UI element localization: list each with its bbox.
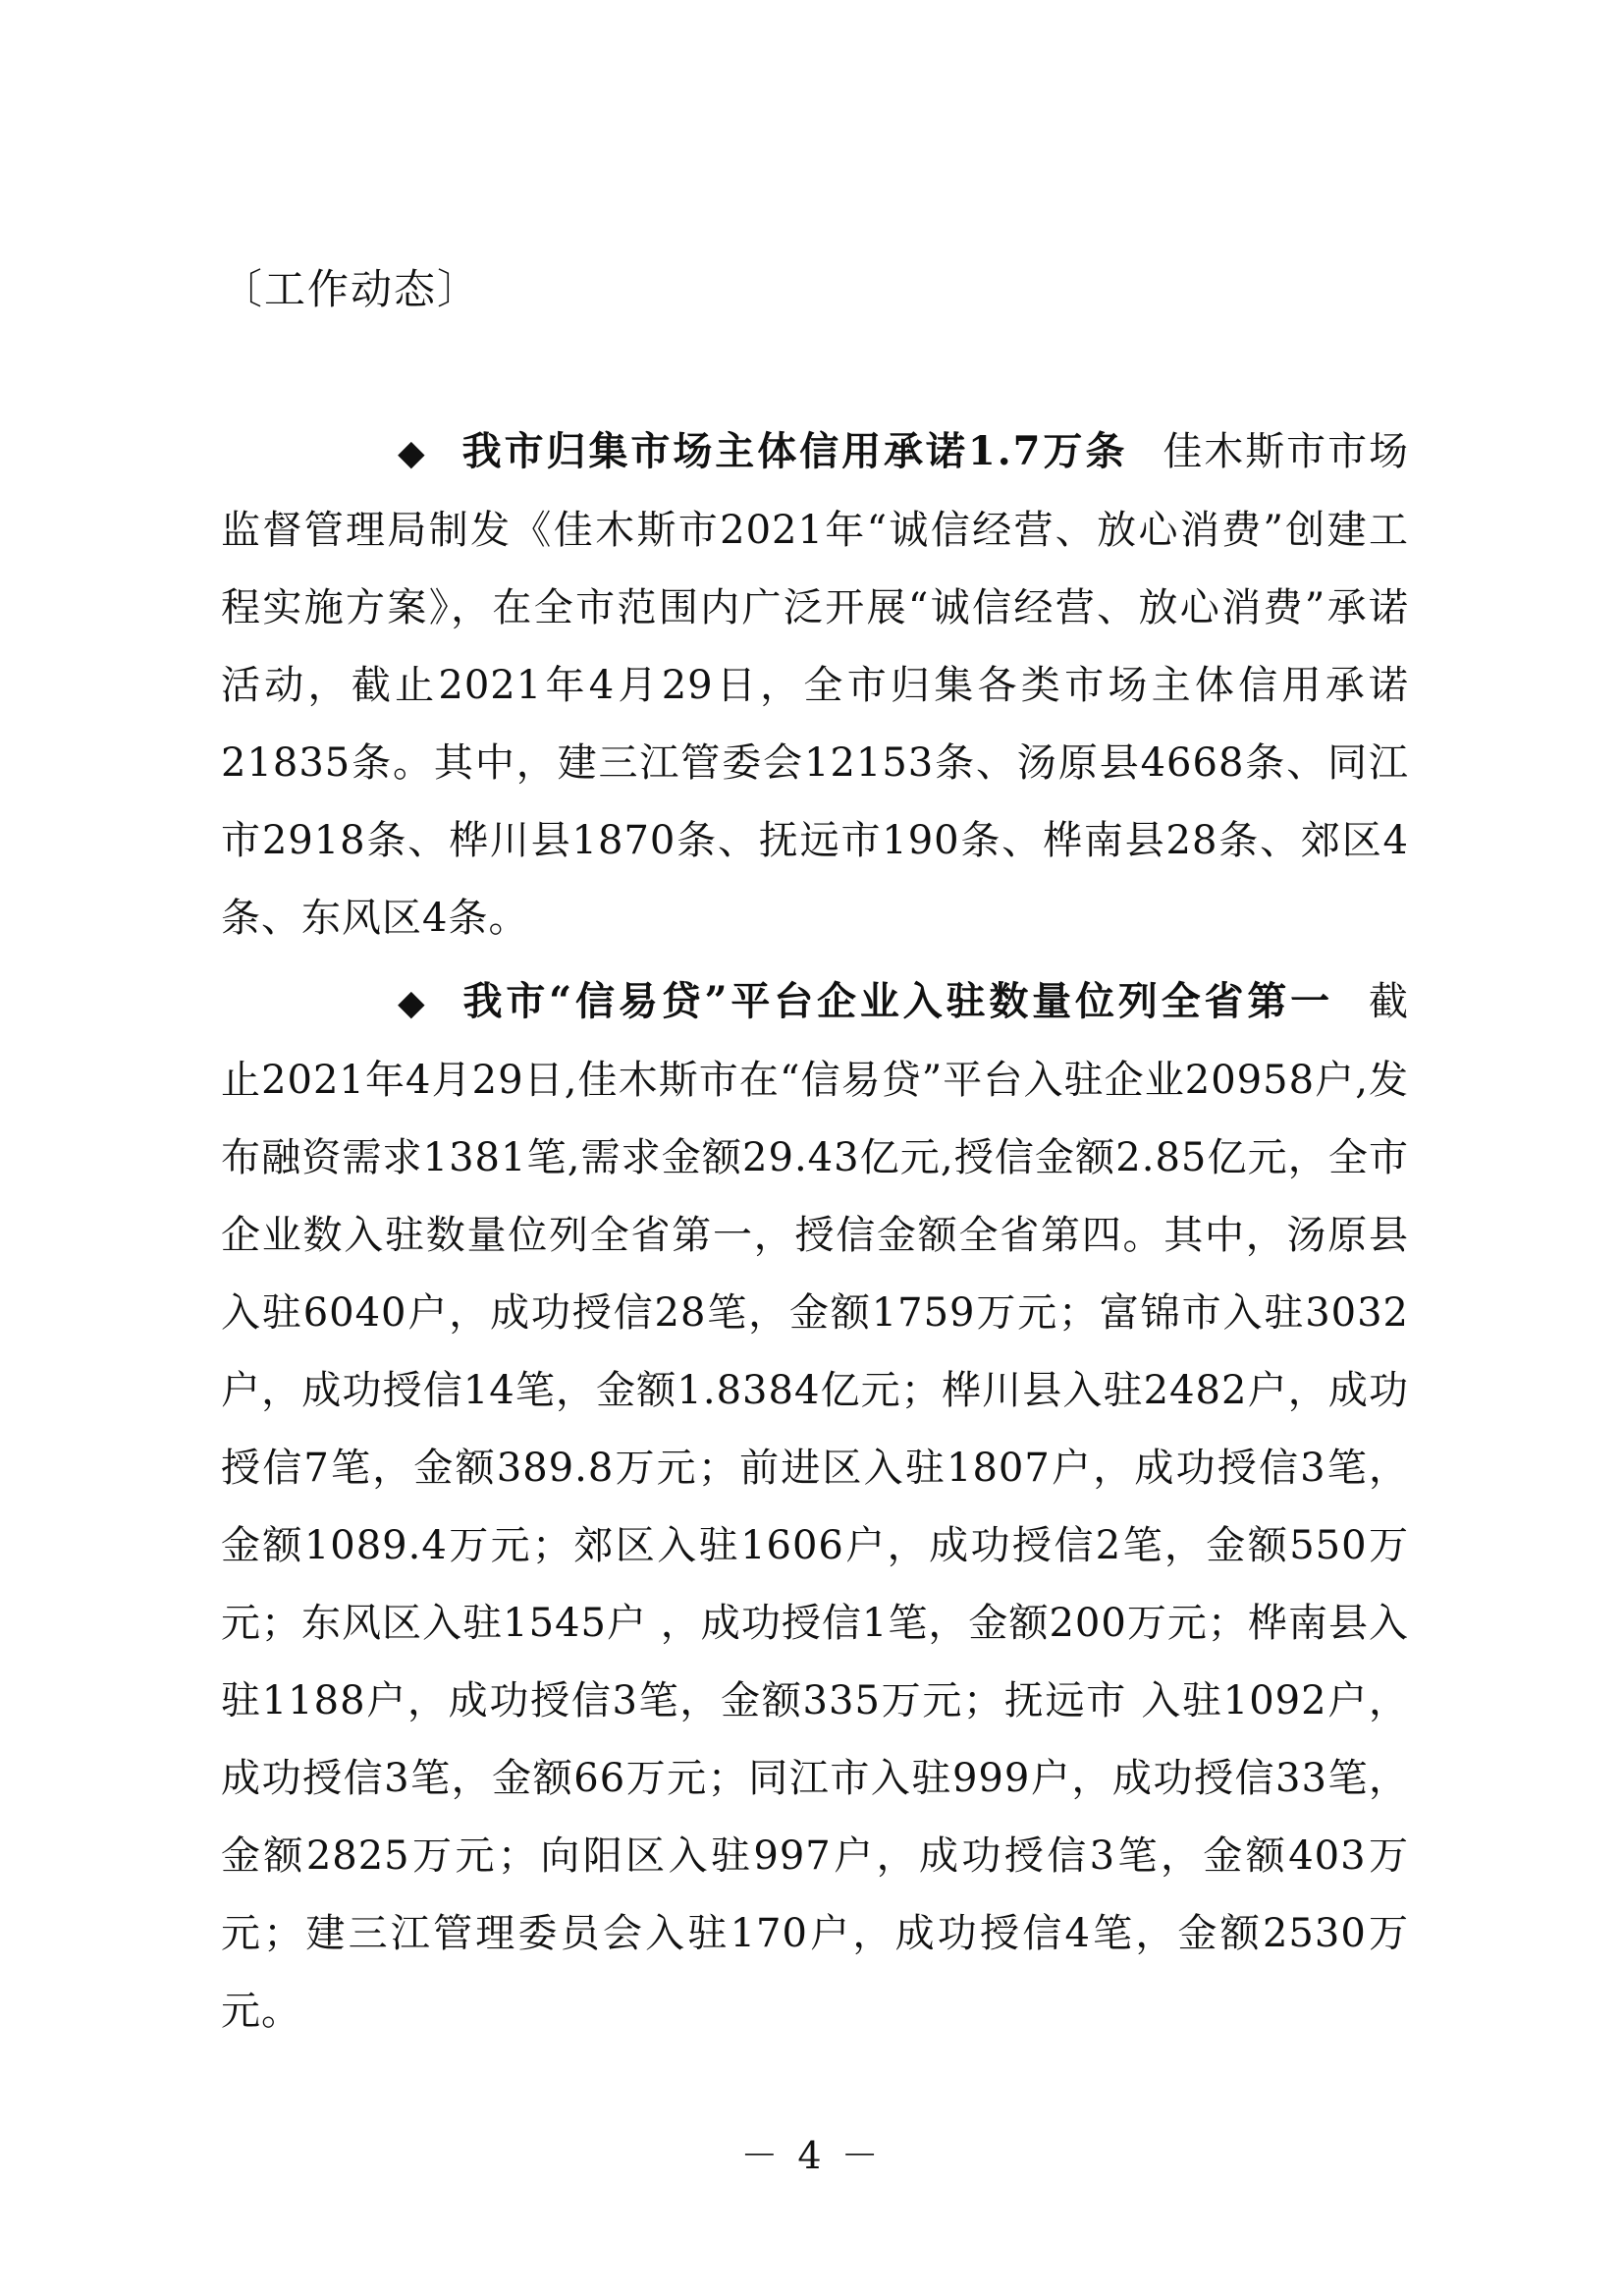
diamond-bullet-icon: ◆	[398, 983, 426, 1023]
diamond-bullet-icon: ◆	[398, 433, 426, 473]
article-body: 截止2021年4月29日,佳木斯市在“信易贷”平台入驻企业20958户,发布融资需求1381笔,需求金额29.43亿元,授信金额2.85亿元，全市企业数入驻数量位列全省第一，授信金额全省第四。其中，汤原县入驻6040户，成功授信28笔，金额1759万元；富锦市入驻3032户，成功授信14笔，金额1.8384亿元；桦川县入驻2482户，成功授信7笔，金额389.8万元；前进区入驻1807户，成功授信3笔，金额1089.4万元；郊区入驻1606户，成功授信2笔，金额550万元；东风区入驻1545户 ，成功授信1笔，金额200万元；桦南县入驻1188户，成功授信3笔，金额335万元；抚远市 入驻1092户，成功授信3笔，金额66万元；同江市入驻999户，成功授信33笔，金额2825万元；向阳区入驻997户，成功授信3笔，金额403万元；建三江管理委员会入驻170户，成功授信4笔，金额2530万元。	[221, 979, 1409, 2034]
article-item	[221, 962, 1409, 2050]
page-number: － 4 －	[740, 2134, 883, 2177]
article-item	[221, 412, 1409, 957]
article-headline: 我市归集市场主体信用承诺1.7万条	[460, 428, 1128, 474]
article-headline: 我市“信易贷”平台企业入驻数量位列全省第一	[460, 978, 1333, 1024]
article-body: 佳木斯市市场监督管理局制发《佳木斯市2021年“诚信经营、放心消费”创建工程实施方案》，在全市范围内广泛开展“诚信经营、放心消费”承诺活动，截止2021年4月29日，全市归集各类市场主体信用承诺21835条。其中，建三江管委会12153条、汤原县4668条、同江市2918条、桦川县1870条、抚远市190条、桦南县28条、郊区4条、东风区4条。	[221, 429, 1410, 941]
section-label: 〔工作动态〕	[221, 265, 481, 313]
